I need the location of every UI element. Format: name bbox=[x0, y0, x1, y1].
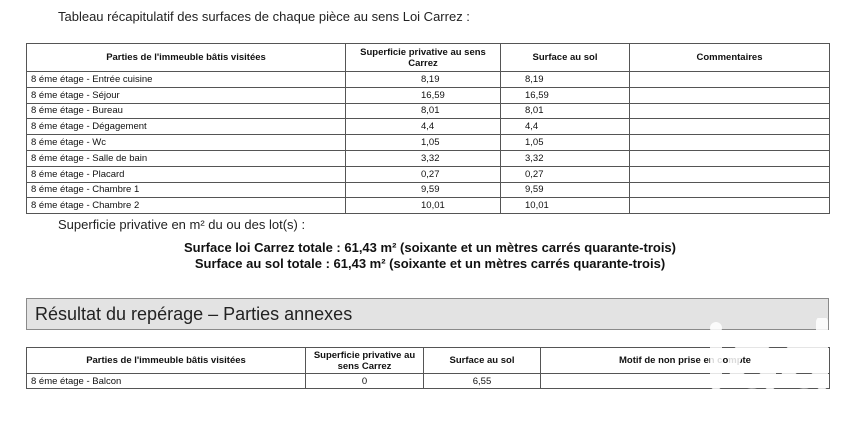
cell-commentaire bbox=[630, 150, 830, 166]
cell-commentaire bbox=[630, 135, 830, 151]
cell-partie: 8 éme étage - Chambre 1 bbox=[27, 182, 346, 198]
table-row bbox=[27, 150, 830, 166]
intro-text: Tableau récapitulatif des surfaces de chaque pièce au sens Loi Carrez : bbox=[58, 9, 470, 24]
cell-commentaire bbox=[630, 182, 830, 198]
column-header-surface-sol: Surface au sol bbox=[424, 348, 541, 374]
section-title-parties-annexes: Résultat du repérage – Parties annexes bbox=[26, 298, 829, 330]
table-header-row bbox=[27, 44, 830, 72]
cell-surface-sol: 9,59 bbox=[501, 182, 630, 198]
column-header-superficie-carrez: Superficie privative au sens Carrez bbox=[346, 44, 501, 72]
cell-partie: 8 éme étage - Salle de bain bbox=[27, 150, 346, 166]
cell-commentaire bbox=[630, 166, 830, 182]
cell-superficie-carrez: 8,19 bbox=[346, 72, 501, 88]
cell-superficie-carrez: 0 bbox=[306, 374, 424, 389]
cell-partie: 8 éme étage - Placard bbox=[27, 166, 346, 182]
cell-surface-sol: 8,19 bbox=[501, 72, 630, 88]
column-header-parties: Parties de l'immeuble bâtis visitées bbox=[27, 348, 306, 374]
cell-surface-sol: 6,55 bbox=[424, 374, 541, 389]
cell-surface-sol: 4,4 bbox=[501, 119, 630, 135]
column-header-superficie-carrez: Superficie privative au sens Carrez bbox=[306, 348, 424, 374]
table-row bbox=[27, 119, 830, 135]
carrez-surfaces-table bbox=[26, 43, 830, 214]
iad-logo-watermark bbox=[706, 318, 834, 390]
table-row bbox=[27, 135, 830, 151]
table-row bbox=[27, 103, 830, 119]
table-row bbox=[27, 72, 830, 88]
cell-surface-sol: 0,27 bbox=[501, 166, 630, 182]
cell-superficie-carrez: 0,27 bbox=[346, 166, 501, 182]
cell-partie: 8 éme étage - Bureau bbox=[27, 103, 346, 119]
total-sol: Surface au sol totale : 61,43 m² (soixante et un mètres carrés quarante-trois) bbox=[194, 256, 666, 271]
table-row bbox=[27, 198, 830, 214]
cell-superficie-carrez: 8,01 bbox=[346, 103, 501, 119]
column-header-commentaires: Commentaires bbox=[630, 44, 830, 72]
cell-partie: 8 éme étage - Entrée cuisine bbox=[27, 72, 346, 88]
cell-superficie-carrez: 10,01 bbox=[346, 198, 501, 214]
cell-commentaire bbox=[630, 87, 830, 103]
cell-surface-sol: 16,59 bbox=[501, 87, 630, 103]
cell-commentaire bbox=[630, 72, 830, 88]
cell-commentaire bbox=[630, 198, 830, 214]
cell-surface-sol: 10,01 bbox=[501, 198, 630, 214]
column-header-motif: Motif de non prise en compte bbox=[541, 348, 830, 374]
cell-commentaire bbox=[630, 119, 830, 135]
cell-superficie-carrez: 3,32 bbox=[346, 150, 501, 166]
cell-superficie-carrez: 16,59 bbox=[346, 87, 501, 103]
table-row bbox=[27, 182, 830, 198]
totals-block bbox=[0, 240, 860, 272]
table-row bbox=[27, 166, 830, 182]
column-header-surface-sol: Surface au sol bbox=[501, 44, 630, 72]
cell-superficie-carrez: 1,05 bbox=[346, 135, 501, 151]
cell-surface-sol: 1,05 bbox=[501, 135, 630, 151]
table-row bbox=[27, 87, 830, 103]
total-carrez: Surface loi Carrez totale : 61,43 m² (soixante et un mètres carrés quarante-trois) bbox=[183, 240, 676, 255]
cell-commentaire bbox=[630, 103, 830, 119]
column-header-parties: Parties de l'immeuble bâtis visitées bbox=[27, 44, 346, 72]
cell-partie: 8 éme étage - Chambre 2 bbox=[27, 198, 346, 214]
cell-partie: 8 éme étage - Balcon bbox=[27, 374, 306, 389]
cell-partie: 8 éme étage - Séjour bbox=[27, 87, 346, 103]
cell-surface-sol: 8,01 bbox=[501, 103, 630, 119]
lots-label: Superficie privative en m² du ou des lot(s) : bbox=[58, 217, 306, 232]
cell-surface-sol: 3,32 bbox=[501, 150, 630, 166]
cell-partie: 8 éme étage - Wc bbox=[27, 135, 346, 151]
cell-superficie-carrez: 4,4 bbox=[346, 119, 501, 135]
cell-partie: 8 éme étage - Dégagement bbox=[27, 119, 346, 135]
cell-superficie-carrez: 9,59 bbox=[346, 182, 501, 198]
